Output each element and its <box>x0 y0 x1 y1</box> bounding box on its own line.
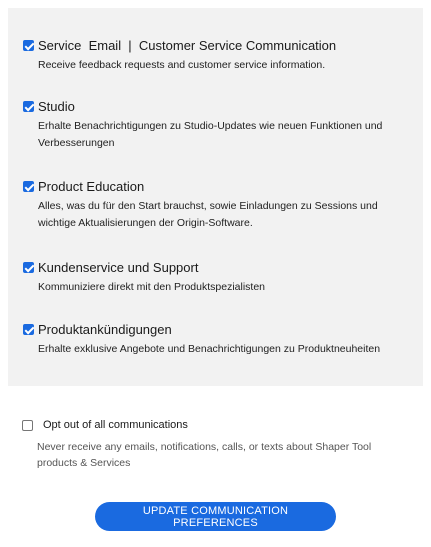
pref-description-service-email: Receive feedback requests and customer service information. <box>38 59 326 71</box>
pref-description-studio: Erhalte Benachrichtigungen zu Studio-Updates wie neuen Funktionen und Verbesserungen <box>38 120 383 149</box>
pref-title-product-education: Product Education <box>38 178 145 194</box>
opt-out-section <box>22 416 412 471</box>
opt-out-description: Never receive any emails, notifications, calls, or texts about Shaper Tool products & Services <box>37 441 372 469</box>
pref-item-product-education <box>23 177 413 232</box>
opt-out-checkbox[interactable] <box>22 420 33 431</box>
checkbox-kundenservice[interactable] <box>23 262 34 273</box>
pref-description-product-education: Alles, was du für den Start brauchst, sowie Einladungen zu Sessions und wichtige Aktualisierungen der Origin-Software. <box>38 200 378 229</box>
pref-title-produktankuendigungen: Produktankündigungen <box>38 321 172 337</box>
pref-row[interactable] <box>23 36 413 54</box>
checkbox-service-email[interactable] <box>23 40 34 51</box>
checkbox-product-education[interactable] <box>23 181 34 192</box>
pref-item-kundenservice <box>23 258 413 296</box>
opt-out-row[interactable] <box>22 416 412 434</box>
pref-description-produktankuendigungen: Erhalte exklusive Angebote und Benachrichtigungen zu Produktneuheiten <box>38 343 381 355</box>
pref-description-kundenservice: Kommuniziere direkt mit den Produktspezialisten <box>38 281 266 293</box>
checkbox-studio[interactable] <box>23 101 34 112</box>
opt-out-label: Opt out of all communications <box>43 419 188 431</box>
pref-title-kundenservice: Kundenservice und Support <box>38 259 199 275</box>
pref-title-studio: Studio <box>38 98 75 114</box>
pref-title-service-email: Service Email | Customer Service Communication <box>38 37 337 53</box>
pref-item-produktankuendigungen <box>23 320 413 358</box>
pref-row[interactable] <box>23 177 413 195</box>
update-preferences-button[interactable]: UPDATE COMMUNICATION PREFERENCES <box>95 502 336 531</box>
checkbox-produktankuendigungen[interactable] <box>23 324 34 335</box>
pref-item-service-email <box>23 36 413 74</box>
pref-row[interactable] <box>23 320 413 338</box>
preferences-panel <box>8 8 423 386</box>
pref-item-studio <box>23 97 413 152</box>
pref-row[interactable] <box>23 97 413 115</box>
pref-row[interactable] <box>23 258 413 276</box>
